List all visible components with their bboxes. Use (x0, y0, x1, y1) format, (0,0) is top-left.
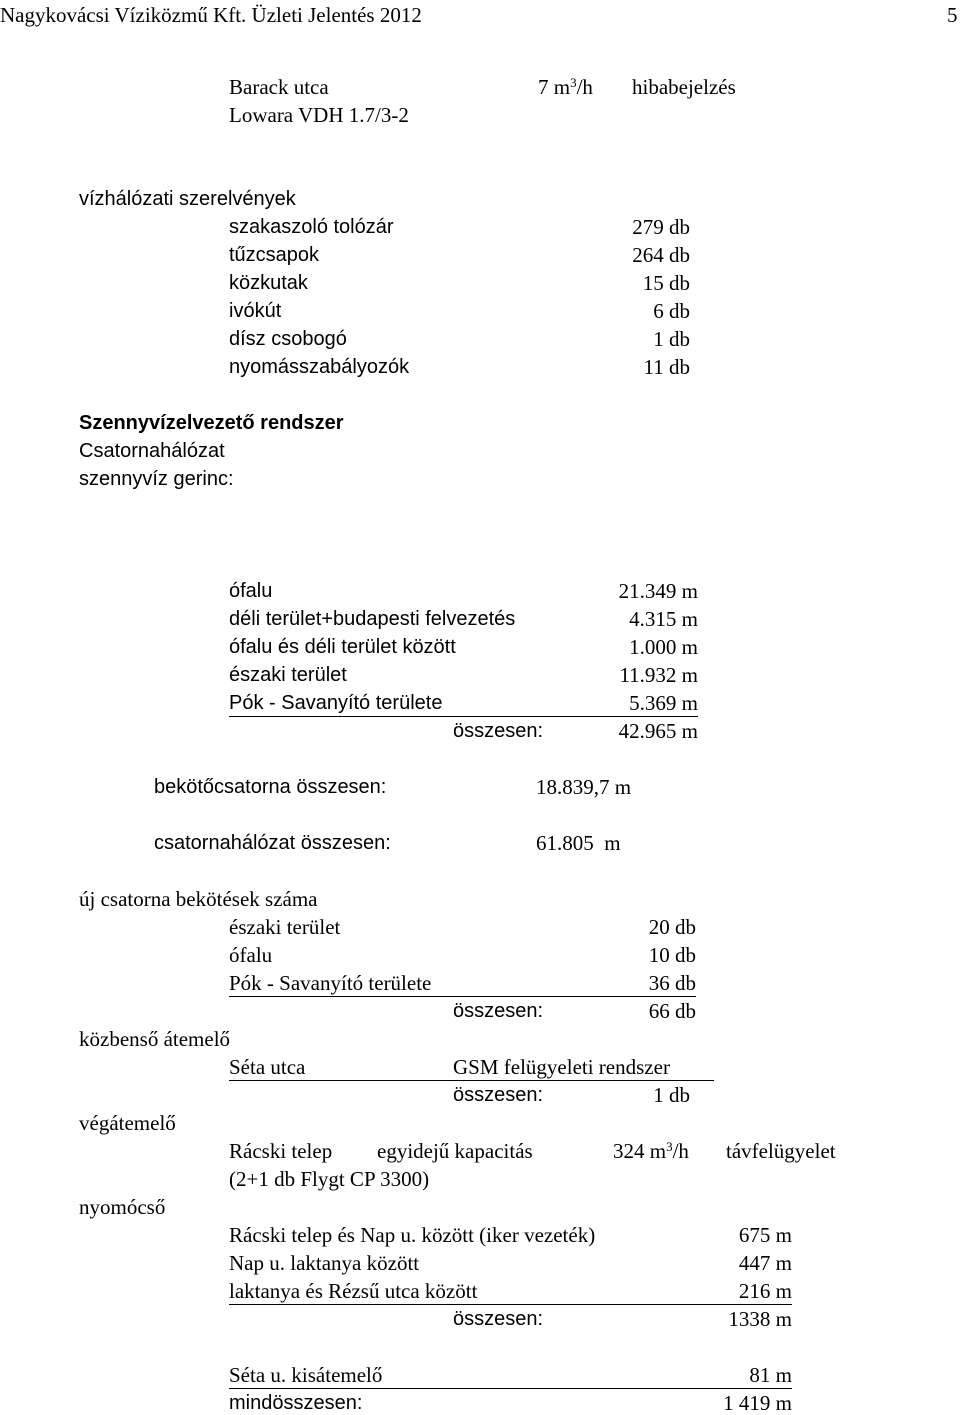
sewer-row-label: ófalu és déli terület között (229, 636, 456, 658)
connection-total-label: bekötőcsatorna összesen: (154, 776, 387, 798)
end-lift-capacity-label: egyidejű kapacitás (377, 1139, 533, 1163)
new-connection-label: ófalu (229, 943, 273, 967)
fitting-value: 15 db (642, 271, 690, 295)
intermediate-lift-system: GSM felügyeleti rendszer (453, 1055, 670, 1079)
pressure-pipe-value: 447 m (738, 1251, 792, 1275)
fitting-value: 6 db (653, 299, 690, 323)
new-connection-value: 20 db (648, 915, 696, 939)
fitting-value: 11 db (643, 355, 690, 379)
grand-total-label: mindösszesen: (229, 1392, 363, 1414)
fitting-label: tűzcsapok (229, 244, 320, 266)
small-lift-label: Séta u. kisátemelő (229, 1363, 383, 1387)
end-lift-location: Rácski telep (229, 1139, 333, 1163)
sewer-total-label: összesen: (453, 720, 544, 742)
pressure-pipe-total-value: 1338 m (728, 1307, 792, 1331)
pump-street: Barack utca (229, 75, 329, 99)
pump-model: Lowara VDH 1.7/3-2 (229, 103, 409, 127)
sewer-row-value: 5.369 m (629, 691, 698, 715)
network-total-value: 61.805 m (536, 831, 621, 855)
fitting-value: 279 db (632, 215, 690, 239)
fitting-label: nyomásszabályozók (229, 356, 410, 378)
report-header-title: Nagykovácsi Víziközmű Kft. Üzleti Jelentés 2012 (0, 3, 422, 27)
grand-total-value: 1 419 m (723, 1391, 792, 1415)
pressure-pipe-value: 675 m (738, 1223, 792, 1247)
sum-rule (229, 1080, 714, 1081)
sewer-total-value: 42.965 m (618, 719, 698, 743)
page-number: 5 (947, 3, 958, 27)
sewer-row-value: 1.000 m (629, 635, 698, 659)
pressure-pipe-value: 216 m (738, 1279, 792, 1303)
sum-rule (229, 1388, 792, 1389)
sewer-row-value: 4.315 m (629, 607, 698, 631)
sewer-heading: Szennyvízelvezető rendszer (79, 412, 344, 434)
pump-note: hibabejelzés (632, 75, 736, 99)
sewer-network: Csatornahálózat (79, 440, 225, 462)
fittings-title: vízhálózati szerelvények (79, 188, 296, 210)
end-lift-pumps: (2+1 db Flygt CP 3300) (229, 1167, 430, 1191)
sewer-row-label: Pók - Savanyító területe (229, 692, 443, 714)
new-connections-total-value: 66 db (648, 999, 696, 1023)
intermediate-lift-title: közbenső átemelő (79, 1027, 231, 1051)
fitting-value: 264 db (632, 243, 690, 267)
pump-capacity: 7 $m^3/h$ (538, 75, 593, 99)
pressure-pipe-title: nyomócső (79, 1195, 166, 1219)
sewer-main-label: szennyvíz gerinc: (79, 468, 234, 490)
pressure-pipe-total-label: összesen: (453, 1308, 544, 1330)
fitting-label: szakaszoló tolózár (229, 216, 394, 238)
new-connections-title: új csatorna bekötések száma (79, 887, 318, 911)
sewer-row-label: déli terület+budapesti felvezetés (229, 608, 516, 630)
small-lift-value: 81 m (749, 1363, 792, 1387)
pressure-pipe-label: Nap u. laktanya között (229, 1251, 420, 1275)
new-connections-total-label: összesen: (453, 1000, 544, 1022)
sewer-row-value: 21.349 m (618, 579, 698, 603)
fitting-label: ivókút (229, 300, 282, 322)
end-lift-title: végátemelő (79, 1111, 176, 1135)
sum-rule (229, 716, 698, 717)
network-total-label: csatornahálózat összesen: (154, 832, 391, 854)
new-connection-label: Pók - Savanyító területe (229, 971, 432, 995)
end-lift-remote: távfelügyelet (726, 1139, 836, 1163)
new-connection-value: 36 db (648, 971, 696, 995)
sewer-row-label: ófalu (229, 580, 273, 602)
fitting-value: 1 db (653, 327, 690, 351)
intermediate-lift-total-value: 1 db (653, 1083, 690, 1107)
sum-rule (229, 996, 696, 997)
sewer-row-label: északi terület (229, 664, 347, 686)
sewer-row-value: 11.932 m (619, 663, 698, 687)
intermediate-lift-total-label: összesen: (453, 1084, 544, 1106)
fitting-label: dísz csobogó (229, 328, 347, 350)
new-connection-value: 10 db (648, 943, 696, 967)
sum-rule (229, 1304, 792, 1305)
pressure-pipe-label: Rácski telep és Nap u. között (iker vezeték) (229, 1223, 596, 1247)
fitting-label: közkutak (229, 272, 308, 294)
end-lift-capacity: 324 $m^3/h$ (613, 1139, 689, 1163)
connection-total-value: 18.839,7 m (536, 775, 632, 799)
pressure-pipe-label: laktanya és Rézsű utca között (229, 1279, 478, 1303)
new-connection-label: északi terület (229, 915, 341, 939)
intermediate-lift-location: Séta utca (229, 1055, 306, 1079)
